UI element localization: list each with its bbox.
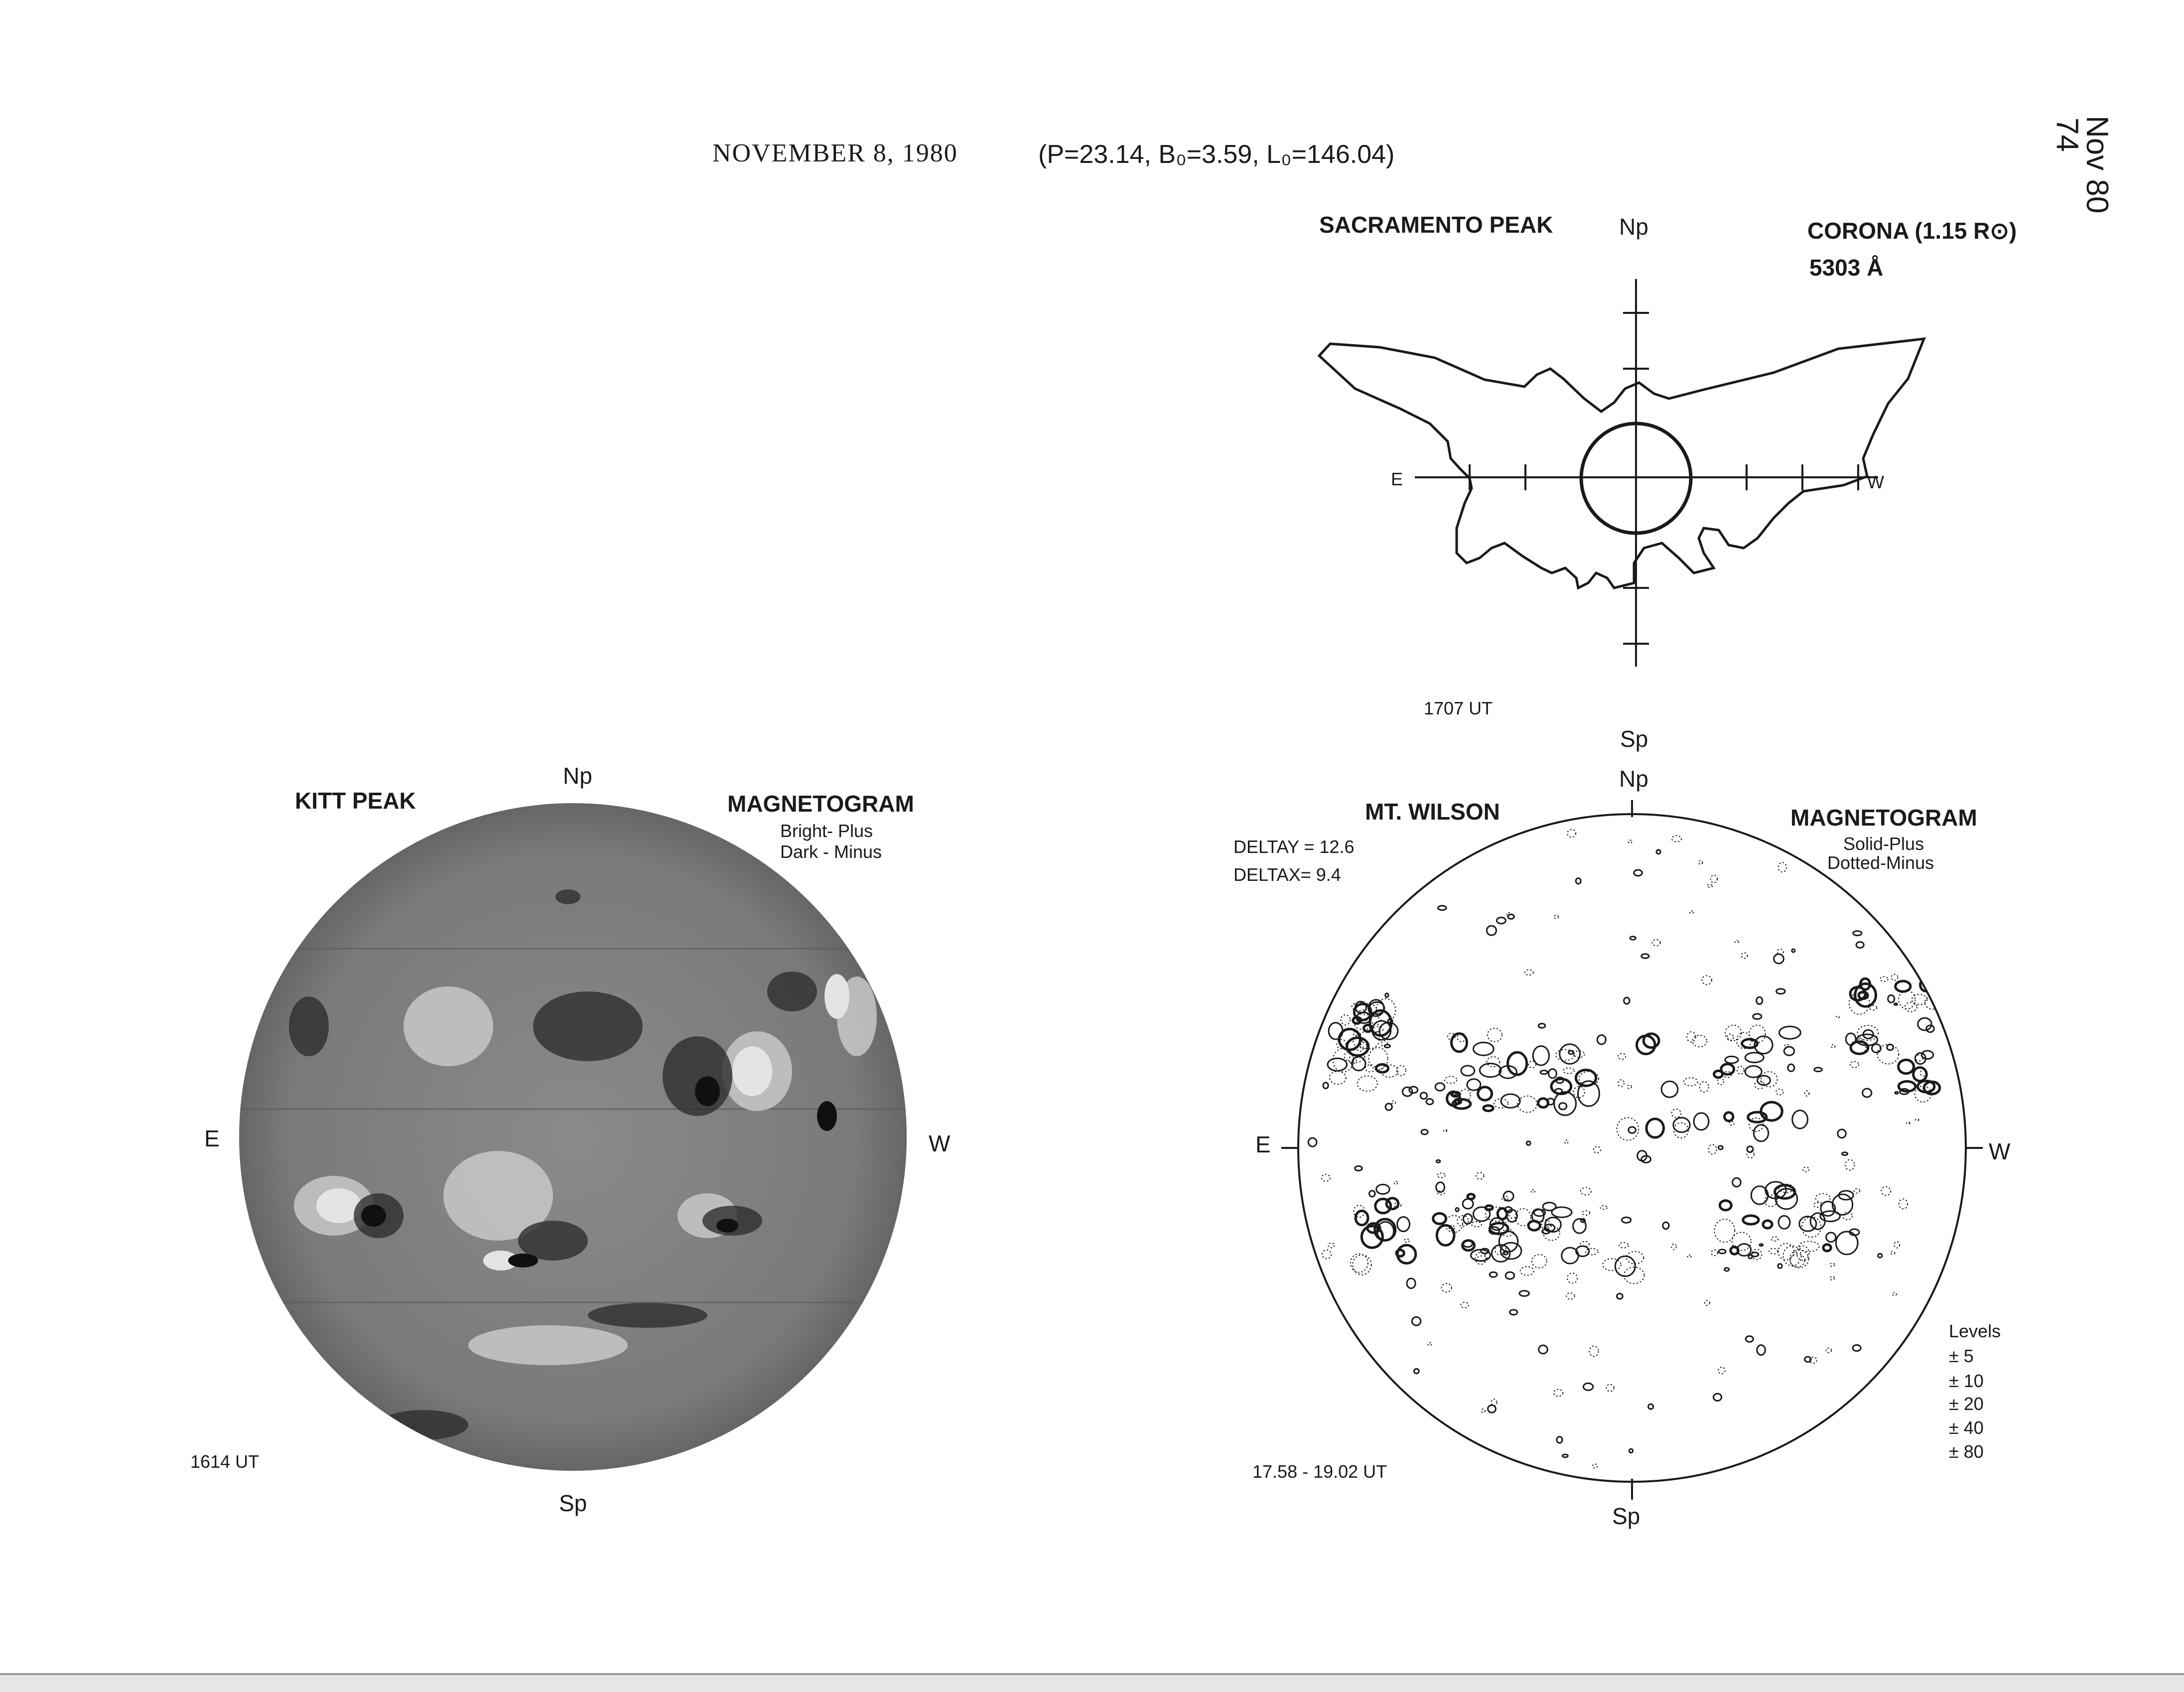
mt-wilson-north-label: Np xyxy=(1619,766,1648,792)
kitt-peak-west-label: W xyxy=(929,1130,951,1156)
mt-wilson-south-label: Sp xyxy=(1612,1503,1640,1529)
observation-date: NOVEMBER 8, 1980 xyxy=(712,139,958,167)
kitt-peak-east-label: E xyxy=(204,1126,220,1151)
corona-east-label: E xyxy=(1391,469,1403,489)
mt-wilson-delta-y: DELTAY = 12.6 xyxy=(1233,837,1355,857)
kitt-peak-legend-plus: Bright- Plus xyxy=(780,821,873,841)
corona-west-label: W xyxy=(1867,472,1884,492)
kitt-peak-legend-minus: Dark - Minus xyxy=(780,842,882,862)
mt-wilson-time: 17.58 - 19.02 UT xyxy=(1252,1461,1387,1482)
ephemeris-params: (P=23.14, B₀=3.59, L₀=146.04) xyxy=(1038,140,1395,169)
page-number: 74 xyxy=(2050,118,2084,152)
mt-wilson-delta-x: DELTAX= 9.4 xyxy=(1233,864,1341,885)
mt-wilson-level-1: ± 5 xyxy=(1949,1346,1974,1366)
mt-wilson-level-5: ± 80 xyxy=(1949,1441,1984,1462)
mt-wilson-disk xyxy=(1298,814,1966,1482)
page-month: Nov 80 xyxy=(2080,116,2114,214)
kitt-peak-south-label: Sp xyxy=(559,1490,587,1516)
kitt-peak-title: MAGNETOGRAM xyxy=(727,791,914,817)
corona-observatory: SACRAMENTO PEAK xyxy=(1319,212,1553,238)
page-bottom-edge xyxy=(0,1673,2184,1692)
mt-wilson-level-2: ± 10 xyxy=(1949,1371,1984,1391)
corona-south-label: Sp xyxy=(1620,726,1648,752)
mt-wilson-west-label: W xyxy=(1989,1138,2011,1164)
mt-wilson-observatory: MT. WILSON xyxy=(1365,799,1500,825)
mt-wilson-east-label: E xyxy=(1255,1131,1271,1157)
corona-title: CORONA (1.15 R⊙) xyxy=(1807,218,2017,244)
mt-wilson-title: MAGNETOGRAM xyxy=(1790,805,1977,831)
mt-wilson-level-3: ± 20 xyxy=(1949,1394,1984,1414)
corona-north-label: Np xyxy=(1619,214,1648,240)
kitt-peak-time: 1614 UT xyxy=(190,1451,260,1472)
mt-wilson-legend-plus: Solid-Plus xyxy=(1843,834,1924,854)
kitt-peak-observatory: KITT PEAK xyxy=(295,788,416,814)
mt-wilson-levels-title: Levels xyxy=(1949,1321,2001,1341)
mt-wilson-level-4: ± 40 xyxy=(1949,1417,1984,1438)
mt-wilson-legend-minus: Dotted-Minus xyxy=(1827,852,1934,873)
kitt-peak-north-label: Np xyxy=(563,763,592,789)
corona-wavelength: 5303 Å xyxy=(1809,255,1884,281)
corona-time: 1707 UT xyxy=(1424,698,1493,718)
